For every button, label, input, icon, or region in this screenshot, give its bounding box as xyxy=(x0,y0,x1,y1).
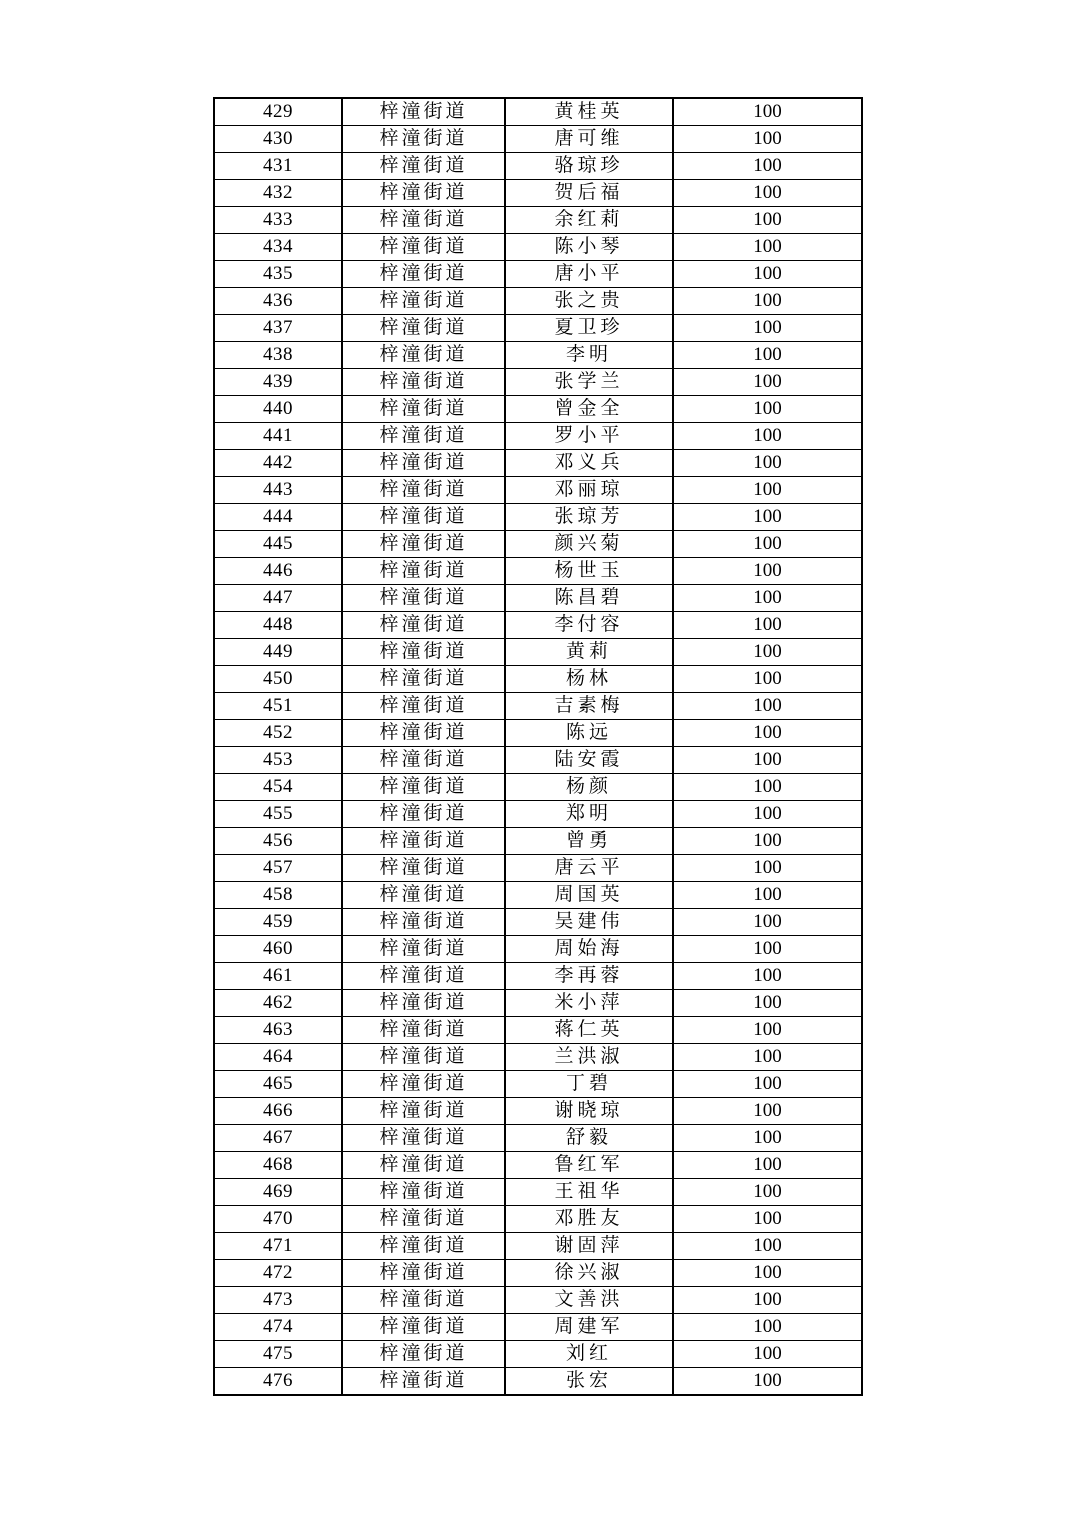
row-number-cell: 442 xyxy=(214,450,342,477)
table-row xyxy=(214,1206,862,1233)
table-row xyxy=(214,396,862,423)
name-cell: 王祖华 xyxy=(505,1179,673,1206)
amount-cell: 100 xyxy=(673,720,862,747)
amount-cell: 100 xyxy=(673,1017,862,1044)
row-number-cell: 429 xyxy=(214,98,342,126)
street-cell: 梓潼街道 xyxy=(342,1287,505,1314)
name-cell: 张学兰 xyxy=(505,369,673,396)
street-cell: 梓潼街道 xyxy=(342,261,505,288)
street-cell: 梓潼街道 xyxy=(342,1368,505,1396)
table-row xyxy=(214,423,862,450)
street-cell: 梓潼街道 xyxy=(342,342,505,369)
amount-cell: 100 xyxy=(673,990,862,1017)
name-cell: 陆安霞 xyxy=(505,747,673,774)
name-cell: 李明 xyxy=(505,342,673,369)
row-number-cell: 460 xyxy=(214,936,342,963)
name-cell: 吉素梅 xyxy=(505,693,673,720)
table-row xyxy=(214,882,862,909)
row-number-cell: 434 xyxy=(214,234,342,261)
street-cell: 梓潼街道 xyxy=(342,450,505,477)
street-cell: 梓潼街道 xyxy=(342,1314,505,1341)
row-number-cell: 446 xyxy=(214,558,342,585)
table-row xyxy=(214,1341,862,1368)
table-row xyxy=(214,98,862,126)
name-cell: 唐可维 xyxy=(505,126,673,153)
name-cell: 唐云平 xyxy=(505,855,673,882)
amount-cell: 100 xyxy=(673,882,862,909)
row-number-cell: 431 xyxy=(214,153,342,180)
table-row xyxy=(214,126,862,153)
row-number-cell: 459 xyxy=(214,909,342,936)
street-cell: 梓潼街道 xyxy=(342,1098,505,1125)
name-cell: 周建军 xyxy=(505,1314,673,1341)
street-cell: 梓潼街道 xyxy=(342,98,505,126)
amount-cell: 100 xyxy=(673,1098,862,1125)
name-cell: 黄莉 xyxy=(505,639,673,666)
amount-cell: 100 xyxy=(673,639,862,666)
table-row xyxy=(214,1368,862,1396)
street-cell: 梓潼街道 xyxy=(342,369,505,396)
name-cell: 谢固萍 xyxy=(505,1233,673,1260)
table-row xyxy=(214,909,862,936)
street-cell: 梓潼街道 xyxy=(342,288,505,315)
table-row xyxy=(214,153,862,180)
row-number-cell: 441 xyxy=(214,423,342,450)
street-cell: 梓潼街道 xyxy=(342,801,505,828)
name-cell: 骆琼珍 xyxy=(505,153,673,180)
row-number-cell: 464 xyxy=(214,1044,342,1071)
table-row xyxy=(214,531,862,558)
table-row xyxy=(214,450,862,477)
amount-cell: 100 xyxy=(673,126,862,153)
name-cell: 杨世玉 xyxy=(505,558,673,585)
row-number-cell: 443 xyxy=(214,477,342,504)
table-row xyxy=(214,1098,862,1125)
street-cell: 梓潼街道 xyxy=(342,207,505,234)
amount-cell: 100 xyxy=(673,855,862,882)
row-number-cell: 450 xyxy=(214,666,342,693)
table-row xyxy=(214,1314,862,1341)
row-number-cell: 476 xyxy=(214,1368,342,1396)
row-number-cell: 432 xyxy=(214,180,342,207)
street-cell: 梓潼街道 xyxy=(342,504,505,531)
row-number-cell: 472 xyxy=(214,1260,342,1287)
table-row xyxy=(214,747,862,774)
street-cell: 梓潼街道 xyxy=(342,558,505,585)
amount-cell: 100 xyxy=(673,693,862,720)
name-cell: 邓胜友 xyxy=(505,1206,673,1233)
amount-cell: 100 xyxy=(673,1179,862,1206)
table-row xyxy=(214,261,862,288)
name-cell: 郑明 xyxy=(505,801,673,828)
name-cell: 鲁红军 xyxy=(505,1152,673,1179)
table-row xyxy=(214,1152,862,1179)
amount-cell: 100 xyxy=(673,504,862,531)
street-cell: 梓潼街道 xyxy=(342,720,505,747)
name-cell: 蒋仁英 xyxy=(505,1017,673,1044)
amount-cell: 100 xyxy=(673,180,862,207)
table-row xyxy=(214,558,862,585)
amount-cell: 100 xyxy=(673,98,862,126)
row-number-cell: 466 xyxy=(214,1098,342,1125)
amount-cell: 100 xyxy=(673,261,862,288)
row-number-cell: 430 xyxy=(214,126,342,153)
street-cell: 梓潼街道 xyxy=(342,477,505,504)
street-cell: 梓潼街道 xyxy=(342,396,505,423)
street-cell: 梓潼街道 xyxy=(342,693,505,720)
street-cell: 梓潼街道 xyxy=(342,990,505,1017)
street-cell: 梓潼街道 xyxy=(342,963,505,990)
name-cell: 贺后福 xyxy=(505,180,673,207)
amount-cell: 100 xyxy=(673,747,862,774)
table-row xyxy=(214,801,862,828)
roster-table xyxy=(213,97,863,1396)
name-cell: 兰洪淑 xyxy=(505,1044,673,1071)
street-cell: 梓潼街道 xyxy=(342,882,505,909)
amount-cell: 100 xyxy=(673,774,862,801)
table-row xyxy=(214,1179,862,1206)
amount-cell: 100 xyxy=(673,1260,862,1287)
amount-cell: 100 xyxy=(673,423,862,450)
row-number-cell: 444 xyxy=(214,504,342,531)
amount-cell: 100 xyxy=(673,936,862,963)
name-cell: 张宏 xyxy=(505,1368,673,1396)
table-row xyxy=(214,288,862,315)
row-number-cell: 474 xyxy=(214,1314,342,1341)
amount-cell: 100 xyxy=(673,1152,862,1179)
name-cell: 李再蓉 xyxy=(505,963,673,990)
name-cell: 文善洪 xyxy=(505,1287,673,1314)
table-row xyxy=(214,720,862,747)
name-cell: 张之贵 xyxy=(505,288,673,315)
row-number-cell: 473 xyxy=(214,1287,342,1314)
table-row xyxy=(214,477,862,504)
street-cell: 梓潼街道 xyxy=(342,1260,505,1287)
row-number-cell: 452 xyxy=(214,720,342,747)
row-number-cell: 435 xyxy=(214,261,342,288)
row-number-cell: 440 xyxy=(214,396,342,423)
street-cell: 梓潼街道 xyxy=(342,1233,505,1260)
table-row xyxy=(214,963,862,990)
amount-cell: 100 xyxy=(673,369,862,396)
table-row xyxy=(214,855,862,882)
street-cell: 梓潼街道 xyxy=(342,126,505,153)
name-cell: 张琼芳 xyxy=(505,504,673,531)
street-cell: 梓潼街道 xyxy=(342,774,505,801)
name-cell: 周始海 xyxy=(505,936,673,963)
name-cell: 邓丽琼 xyxy=(505,477,673,504)
amount-cell: 100 xyxy=(673,477,862,504)
table-row xyxy=(214,990,862,1017)
table-row xyxy=(214,369,862,396)
row-number-cell: 455 xyxy=(214,801,342,828)
name-cell: 刘红 xyxy=(505,1341,673,1368)
amount-cell: 100 xyxy=(673,666,862,693)
row-number-cell: 456 xyxy=(214,828,342,855)
name-cell: 李付容 xyxy=(505,612,673,639)
row-number-cell: 475 xyxy=(214,1341,342,1368)
table-row xyxy=(214,234,862,261)
amount-cell: 100 xyxy=(673,531,862,558)
row-number-cell: 457 xyxy=(214,855,342,882)
name-cell: 邓义兵 xyxy=(505,450,673,477)
amount-cell: 100 xyxy=(673,909,862,936)
name-cell: 周国英 xyxy=(505,882,673,909)
roster-table-body xyxy=(214,98,862,1395)
amount-cell: 100 xyxy=(673,1071,862,1098)
name-cell: 杨颜 xyxy=(505,774,673,801)
amount-cell: 100 xyxy=(673,1206,862,1233)
amount-cell: 100 xyxy=(673,315,862,342)
table-row xyxy=(214,504,862,531)
table-row xyxy=(214,1071,862,1098)
street-cell: 梓潼街道 xyxy=(342,1017,505,1044)
amount-cell: 100 xyxy=(673,1044,862,1071)
street-cell: 梓潼街道 xyxy=(342,234,505,261)
street-cell: 梓潼街道 xyxy=(342,1125,505,1152)
name-cell: 谢晓琼 xyxy=(505,1098,673,1125)
amount-cell: 100 xyxy=(673,450,862,477)
row-number-cell: 451 xyxy=(214,693,342,720)
street-cell: 梓潼街道 xyxy=(342,909,505,936)
row-number-cell: 462 xyxy=(214,990,342,1017)
street-cell: 梓潼街道 xyxy=(342,639,505,666)
amount-cell: 100 xyxy=(673,963,862,990)
street-cell: 梓潼街道 xyxy=(342,828,505,855)
amount-cell: 100 xyxy=(673,828,862,855)
amount-cell: 100 xyxy=(673,558,862,585)
row-number-cell: 454 xyxy=(214,774,342,801)
table-row xyxy=(214,342,862,369)
street-cell: 梓潼街道 xyxy=(342,1179,505,1206)
street-cell: 梓潼街道 xyxy=(342,855,505,882)
street-cell: 梓潼街道 xyxy=(342,1341,505,1368)
name-cell: 颜兴菊 xyxy=(505,531,673,558)
amount-cell: 100 xyxy=(673,1341,862,1368)
street-cell: 梓潼街道 xyxy=(342,585,505,612)
amount-cell: 100 xyxy=(673,1233,862,1260)
row-number-cell: 468 xyxy=(214,1152,342,1179)
table-row xyxy=(214,585,862,612)
street-cell: 梓潼街道 xyxy=(342,936,505,963)
name-cell: 夏卫珍 xyxy=(505,315,673,342)
row-number-cell: 448 xyxy=(214,612,342,639)
table-row xyxy=(214,180,862,207)
amount-cell: 100 xyxy=(673,1125,862,1152)
row-number-cell: 467 xyxy=(214,1125,342,1152)
name-cell: 米小萍 xyxy=(505,990,673,1017)
street-cell: 梓潼街道 xyxy=(342,153,505,180)
row-number-cell: 458 xyxy=(214,882,342,909)
table-row xyxy=(214,315,862,342)
amount-cell: 100 xyxy=(673,1314,862,1341)
name-cell: 陈小琴 xyxy=(505,234,673,261)
row-number-cell: 445 xyxy=(214,531,342,558)
table-row xyxy=(214,1287,862,1314)
amount-cell: 100 xyxy=(673,612,862,639)
row-number-cell: 439 xyxy=(214,369,342,396)
name-cell: 舒毅 xyxy=(505,1125,673,1152)
table-row xyxy=(214,693,862,720)
table-row xyxy=(214,936,862,963)
row-number-cell: 447 xyxy=(214,585,342,612)
table-row xyxy=(214,666,862,693)
street-cell: 梓潼街道 xyxy=(342,180,505,207)
amount-cell: 100 xyxy=(673,396,862,423)
row-number-cell: 449 xyxy=(214,639,342,666)
table-row xyxy=(214,774,862,801)
name-cell: 曾勇 xyxy=(505,828,673,855)
name-cell: 陈昌碧 xyxy=(505,585,673,612)
table-row xyxy=(214,1125,862,1152)
table-row xyxy=(214,1260,862,1287)
table-row xyxy=(214,1233,862,1260)
amount-cell: 100 xyxy=(673,1287,862,1314)
table-row xyxy=(214,639,862,666)
street-cell: 梓潼街道 xyxy=(342,531,505,558)
name-cell: 曾金全 xyxy=(505,396,673,423)
row-number-cell: 471 xyxy=(214,1233,342,1260)
name-cell: 吴建伟 xyxy=(505,909,673,936)
street-cell: 梓潼街道 xyxy=(342,666,505,693)
amount-cell: 100 xyxy=(673,801,862,828)
street-cell: 梓潼街道 xyxy=(342,315,505,342)
row-number-cell: 433 xyxy=(214,207,342,234)
row-number-cell: 436 xyxy=(214,288,342,315)
street-cell: 梓潼街道 xyxy=(342,423,505,450)
table-row xyxy=(214,1017,862,1044)
amount-cell: 100 xyxy=(673,234,862,261)
row-number-cell: 461 xyxy=(214,963,342,990)
amount-cell: 100 xyxy=(673,585,862,612)
table-row xyxy=(214,828,862,855)
name-cell: 杨林 xyxy=(505,666,673,693)
street-cell: 梓潼街道 xyxy=(342,1071,505,1098)
name-cell: 丁碧 xyxy=(505,1071,673,1098)
street-cell: 梓潼街道 xyxy=(342,747,505,774)
street-cell: 梓潼街道 xyxy=(342,1206,505,1233)
row-number-cell: 470 xyxy=(214,1206,342,1233)
amount-cell: 100 xyxy=(673,342,862,369)
street-cell: 梓潼街道 xyxy=(342,1152,505,1179)
amount-cell: 100 xyxy=(673,207,862,234)
table-row xyxy=(214,612,862,639)
name-cell: 黄桂英 xyxy=(505,98,673,126)
name-cell: 唐小平 xyxy=(505,261,673,288)
row-number-cell: 469 xyxy=(214,1179,342,1206)
name-cell: 罗小平 xyxy=(505,423,673,450)
street-cell: 梓潼街道 xyxy=(342,612,505,639)
row-number-cell: 463 xyxy=(214,1017,342,1044)
amount-cell: 100 xyxy=(673,1368,862,1396)
street-cell: 梓潼街道 xyxy=(342,1044,505,1071)
name-cell: 陈远 xyxy=(505,720,673,747)
row-number-cell: 453 xyxy=(214,747,342,774)
row-number-cell: 437 xyxy=(214,315,342,342)
row-number-cell: 465 xyxy=(214,1071,342,1098)
row-number-cell: 438 xyxy=(214,342,342,369)
name-cell: 余红莉 xyxy=(505,207,673,234)
amount-cell: 100 xyxy=(673,288,862,315)
table-row xyxy=(214,1044,862,1071)
table-row xyxy=(214,207,862,234)
amount-cell: 100 xyxy=(673,153,862,180)
name-cell: 徐兴淑 xyxy=(505,1260,673,1287)
